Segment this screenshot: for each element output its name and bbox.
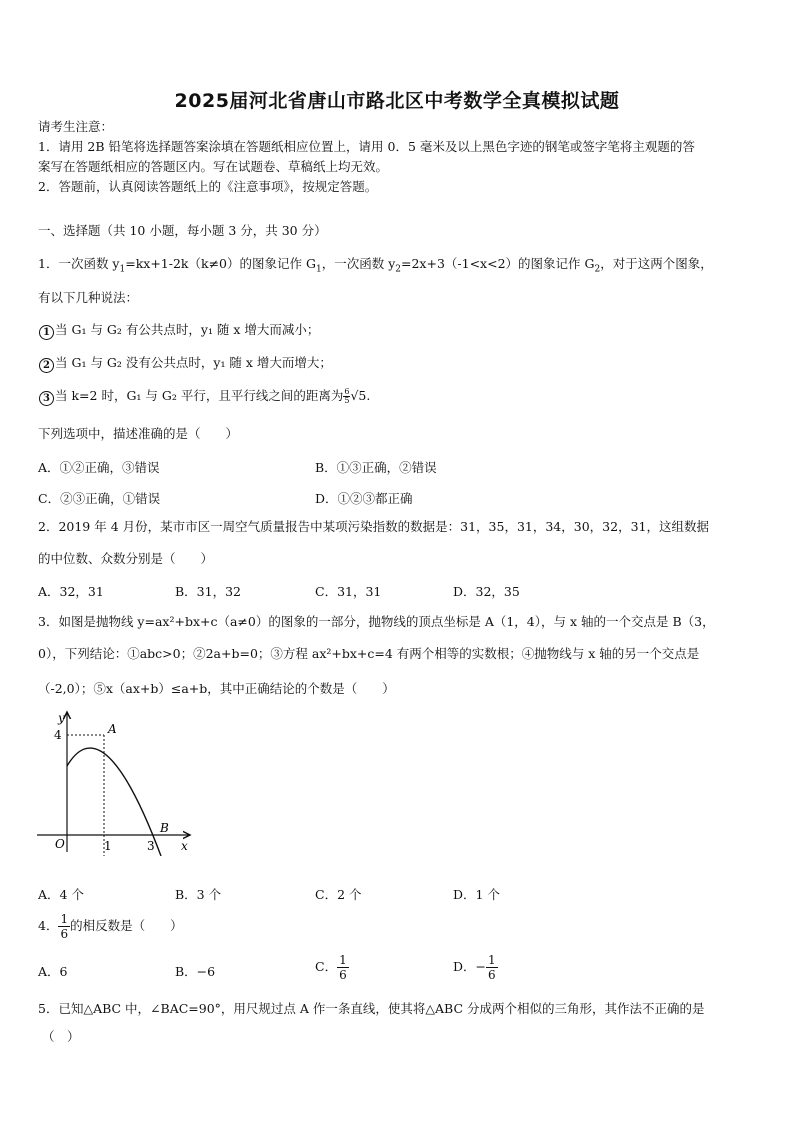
q3-line-3: （-2,0）；⑤x（ax+b）≤a+b，其中正确结论的个数是（ ） [38, 681, 395, 696]
q3-line-2: 0），下列结论：①abc>0；②2a+b=0；③方程 ax²+bx+c=4 有两个相等的实数根；④抛物线与 x 轴的另一个交点是 [38, 646, 700, 661]
q4-fraction [58, 912, 70, 941]
notice-heading: 请考生注意： [38, 119, 114, 134]
q1-text-c: ，一次函数 y [321, 256, 396, 271]
q1-statement-1 [38, 322, 319, 340]
q4-stem [38, 912, 183, 941]
q3-line-1: 3．如图是抛物线 y=ax²+bx+c（a≠0）的图象的一部分，抛物线的顶点坐标是 A（1，4），与 x 轴的一个交点是 B（3， [38, 614, 715, 629]
y-axis-label: y [58, 711, 65, 725]
q3-option-a[interactable]: A．4 个 [38, 887, 84, 902]
circled-3-icon: 3 [39, 391, 54, 406]
q4-option-a[interactable]: A．6 [38, 964, 68, 979]
q4-option-d-sign: − [475, 959, 487, 974]
q1-fraction-numerator: 6 [344, 387, 350, 396]
q4-option-b[interactable]: B．−6 [175, 964, 216, 979]
x-axis-label: x [181, 839, 188, 853]
q1-option-a[interactable]: A．①②正确，③错误 [38, 460, 160, 475]
q4-option-c-label: C． [315, 959, 338, 974]
tick-label-x-3: 3 [147, 839, 155, 853]
q4-option-d-label: D． [453, 959, 476, 974]
section-heading: 一、选择题（共 10 小题，每小题 3 分，共 30 分） [38, 223, 327, 238]
q1-option-c[interactable]: C．②③正确，①错误 [38, 491, 161, 506]
q5-line-2: （ ） [42, 1029, 80, 1044]
q1-option-b[interactable]: B．①③正确，②错误 [315, 460, 437, 475]
tick-label-x-1: 1 [104, 839, 112, 853]
notice-item-1-line-1: 1．请用 2B 铅笔将选择题答案涂填在答题纸相应位置上，请用 0．5 毫米及以上黑色字迹的钢笔或签字笔将主观题的答 [38, 139, 695, 154]
q5-line-1: 5．已知△ABC 中，∠BAC=90°，用尺规过点 A 作一条直线，使其将△ABC 分成两个相似的三角形，其作法不正确的是 [38, 1001, 705, 1016]
q1-text-a: 1．一次函数 y [38, 256, 120, 271]
q4-option-c-fraction [337, 953, 349, 982]
q4-text: 的相反数是（ ） [70, 918, 183, 933]
q1-fraction-denominator: 5 [344, 396, 350, 405]
q2-option-d[interactable]: D．32，35 [453, 584, 520, 599]
q1-text-e: ，对于这两个图象， [600, 256, 713, 271]
q4-option-c[interactable] [315, 953, 349, 982]
circled-1-icon: 1 [39, 325, 54, 340]
q1-line-1: 1．一次函数 $y_1=kx+1-2k(k\ne 0)$的图象记作 $G_1$，一次函数 $y_2=2x+3(-1<x<2)$的图象记作 $G_2$，对于这两个图象， [38, 256, 713, 275]
q1-text-d: =2x+3（-1<x<2）的图象记作 G [401, 256, 595, 271]
q4-option-d[interactable] [453, 953, 498, 982]
circled-2-icon: 2 [39, 358, 54, 373]
q4-number: 4． [38, 918, 59, 933]
q1-line-2: 有以下几种说法： [38, 290, 139, 305]
q4-fraction-numerator: 1 [60, 912, 69, 926]
q1-statement-2 [38, 355, 332, 373]
q3-option-b[interactable]: B．3 个 [175, 887, 222, 902]
q4-option-c-denominator: 6 [339, 968, 347, 982]
q4-fraction-denominator: 6 [60, 927, 69, 941]
q2-line-1: 2．2019 年 4 月份，某市市区一周空气质量报告中某项污染指数的数据是：31，35，31，34，30，32，31，这组数据 [38, 519, 709, 534]
origin-label: O [55, 837, 65, 851]
point-b-label: B [160, 821, 169, 835]
q2-line-2: 的中位数、众数分别是（ ） [38, 551, 214, 566]
notice-item-1-line-2: 案写在答题纸相应的答题区内。写在试题卷、草稿纸上均无效。 [38, 159, 389, 174]
q1-statement-3-text: 当 k=2 时，G₁ 与 G₂ 平行，且平行线之间的距离为 [55, 388, 344, 403]
tick-label-y-4: 4 [54, 728, 62, 742]
page-title: 2025届河北省唐山市路北区中考数学全真模拟试题 [174, 90, 620, 112]
q1-statement-1-text: 当 G₁ 与 G₂ 有公共点时，y₁ 随 x 增大而减小； [55, 322, 320, 337]
q2-option-c[interactable]: C．31，31 [315, 584, 382, 599]
q1-statement-2-text: 当 G₁ 与 G₂ 没有公共点时，y₁ 随 x 增大而增大； [55, 355, 332, 370]
q2-option-a[interactable]: A．32，31 [38, 584, 104, 599]
q4-option-c-numerator: 1 [339, 953, 347, 967]
q3-option-d[interactable]: D．1 个 [453, 887, 500, 902]
q1-prompt: 下列选项中，描述准确的是（ ） [38, 426, 239, 441]
q1-text-b: =kx+1-2k（k≠0）的图象记作 G [125, 256, 316, 271]
q4-option-d-fraction [486, 953, 498, 982]
notice-item-2: 2．答题前，认真阅读答题纸上的《注意事项》，按规定答题。 [38, 179, 378, 194]
q4-option-d-denominator: 6 [488, 968, 496, 982]
point-a-label: A [108, 722, 117, 736]
q1-option-d[interactable]: D．①②③都正确 [315, 491, 413, 506]
q3-option-c[interactable]: C．2 个 [315, 887, 362, 902]
parabola-graph [34, 706, 198, 856]
q4-option-d-numerator: 1 [488, 953, 496, 967]
q1-statement-3 [38, 388, 370, 406]
q1-sqrt-text: √5. [350, 388, 371, 403]
q2-option-b[interactable]: B．31，32 [175, 584, 241, 599]
